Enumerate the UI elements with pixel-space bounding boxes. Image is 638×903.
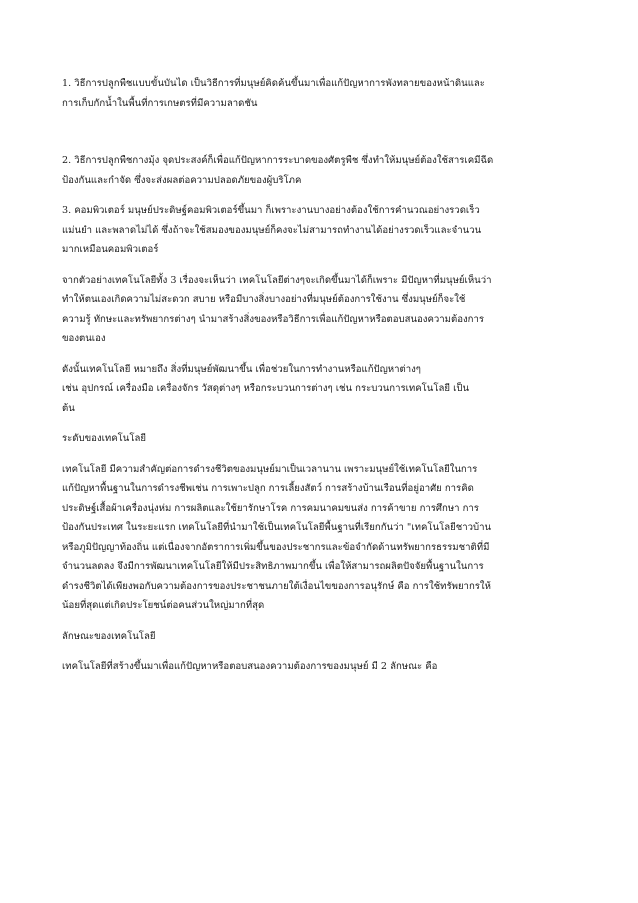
text-line: ทำให้ตนเองเกิดความไม่สะดวก สบาย หรือมีบางสิ่งบางอย่างที่มนุษย์ต้องการใช้งาน ซึ่งมนุษย์ก็จะใช้ — [62, 294, 466, 305]
paragraph-examples-summary — [62, 271, 566, 349]
text-line: ของตนเอง — [62, 333, 106, 344]
text-line: มากเหมือนคอมพิวเตอร์ — [62, 244, 159, 255]
spacer — [62, 190, 566, 201]
text-line: ดำรงชีวิตได้เพียงพอกับความต้องการของประชาชนภายใต้เงื่อนไขของการอนุรักษ์ คือ การใช้ทรัพยากรให้ — [62, 580, 491, 592]
paragraph-stair-farming — [62, 74, 566, 113]
text-line: เทคโนโลยี มีความสำคัญต่อการดำรงชีวิตของมนุษย์มาเป็นเวลานาน เพราะมนุษย์ใช้เทคโนโลยีในการ — [62, 463, 478, 475]
heading-text: ระดับของเทคโนโลยี — [62, 433, 147, 444]
section-heading-characteristics — [62, 627, 566, 647]
text-line: เทคโนโลยีที่สร้างขึ้นมาเพื่อแก้ปัญหาหรือตอบสนองความต้องการของมนุษย์ มี 2 ลักษณะ คือ — [62, 661, 438, 672]
spacer — [62, 418, 566, 429]
spacer — [62, 616, 566, 627]
paragraph-technology-definition — [62, 360, 566, 419]
text-line: เช่น อุปกรณ์ เครื่องมือ เครื่องจักร วัสดุต่างๆ หรือกระบวนการต่างๆ เช่น กระบวนการเทคโนโลยี เป็น — [62, 383, 469, 394]
text-line: 2. วิธีการปลูกพืชกางมุ้ง จุดประสงค์ก็เพื่อแก้ปัญหาการระบาดของศัตรูพืช ซึ่งทำให้มนุษย์ต้องใช้สารเคมีฉีด — [62, 155, 494, 166]
text-line: แม่นยำ และพลาดไม่ได้ ซึ่งถ้าจะใช้สมองของมนุษย์ก็คงจะไม่สามารถทำงานได้อย่างรวดเร็วและจำนวน — [62, 224, 482, 236]
spacer — [62, 113, 566, 151]
text-line: การเก็บกักน้ำในพื้นที่การเกษตรที่มีความลาดชัน — [62, 97, 258, 109]
spacer — [62, 646, 566, 657]
text-line: จากตัวอย่างเทคโนโลยีทั้ง 3 เรื่องจะเห็นว่า เทคโนโลยีต่างๆจะเกิดขึ้นมาได้ก็เพราะ มีปัญหาที่มนุษย์เห็นว่า — [62, 274, 492, 286]
paragraph-two-characteristics — [62, 657, 566, 677]
spacer — [62, 449, 566, 460]
text-line: จำนวนลดลง จึงมีการพัฒนาเทคโนโลยีให้มีประสิทธิภาพมากขึ้น เพื่อให้สามารถผลิตปัจจัยพื้นฐานในการ — [62, 561, 484, 572]
spacer — [62, 349, 566, 360]
text-line: หรือภูมิปัญญาท้องถิ่น แต่เนื่องจากอัตราการเพิ่มขึ้นของประชากรและข้อจำกัดด้านทรัพยากรธรรมชาติที่มี — [62, 541, 490, 553]
heading-text: ลักษณะของเทคโนโลยี — [62, 630, 156, 642]
text-line: 1. วิธีการปลูกพืชแบบขั้นบันได เป็นวิธีการที่มนุษย์คิดค้นขึ้นมาเพื่อแก้ปัญหาการพังทลายของหน้าดินและ — [62, 78, 485, 89]
paragraph-technology-importance — [62, 460, 566, 616]
text-line: ป้องกันและกำจัด ซึ่งจะส่งผลต่อความปลอดภัยของผู้บริโภค — [62, 174, 302, 186]
text-line: ประดิษฐ์เสื้อผ้าเครื่องนุ่งห่ม การผลิตและใช้ยารักษาโรค การคมนาคมขนส่ง การค้าขาย การศึกษา การ — [62, 502, 479, 514]
paragraph-net-farming — [62, 151, 566, 190]
text-line: 3. คอมพิวเตอร์ มนุษย์ประดิษฐ์คอมพิวเตอร์ขึ้นมา ก็เพราะงานบางอย่างต้องใช้การคำนวณอย่างรวดเร็ว — [62, 205, 480, 216]
paragraph-computer — [62, 201, 566, 260]
text-line: ดังนั้นเทคโนโลยี หมายถึง สิ่งที่มนุษย์พัฒนาขึ้น เพื่อช่วยในการทำงานหรือแก้ปัญหาต่างๆ — [62, 363, 421, 375]
text-line: ป้องกันประเทศ ในระยะแรก เทคโนโลยีที่นำมาใช้เป็นเทคโนโลยีพื้นฐานที่เรียกกันว่า "เทคโนโลยีชาวบ้าน — [62, 522, 492, 533]
text-line: แก้ปัญหาพื้นฐานในการดำรงชีพเช่น การเพาะปลูก การเลี้ยงสัตว์ การสร้างบ้านเรือนที่อยู่อาศัย การคิด — [62, 483, 474, 494]
text-line: ความรู้ ทักษะและทรัพยากรต่างๆ นำมาสร้างสิ่งของหรือวิธีการเพื่อแก้ปัญหาหรือตอบสนองความต้องการ — [62, 313, 484, 325]
text-line: ต้น — [62, 402, 75, 414]
text-line: น้อยที่สุดแต่เกิดประโยชน์ต่อคนส่วนใหญ่มากที่สุด — [62, 600, 265, 611]
section-heading-levels — [62, 429, 566, 449]
spacer — [62, 260, 566, 271]
